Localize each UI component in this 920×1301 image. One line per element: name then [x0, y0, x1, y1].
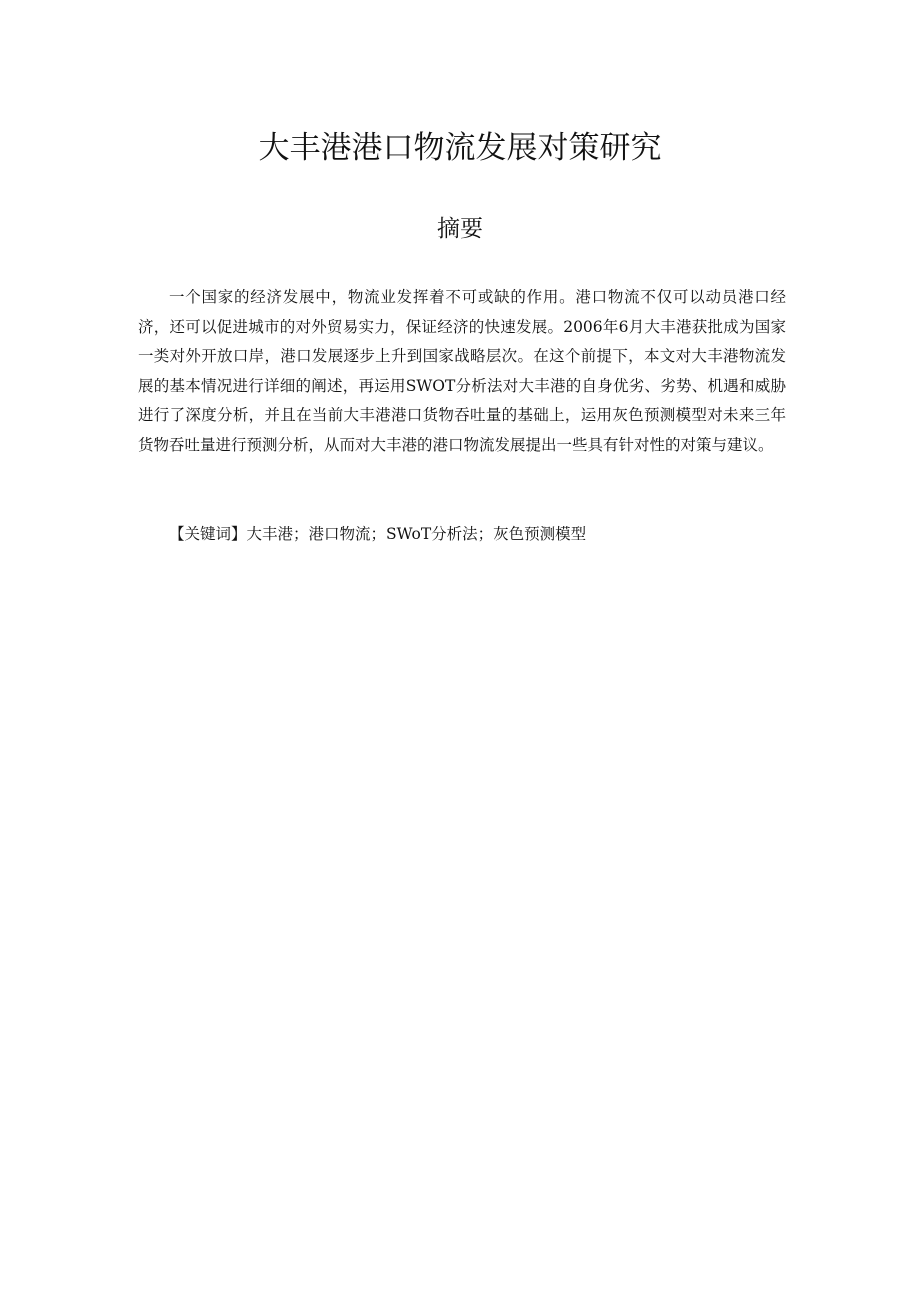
paper-title: 大丰港港口物流发展对策研究	[258, 130, 662, 166]
abstract-paragraph: 一个国家的经济发展中，物流业发挥着不可或缺的作用。港口物流不仅可以动员港口经济，还可以促进城市的对外贸易实力，保证经济的快速发展。2006年6月大丰港获批成为国家一类对外开放口岸，港口发展逐步上升到国家战略层次。在这个前提下，本文对大丰港物流发展的基本情况进行详细的阐述，再运用SWOT分析法对大丰港的自身优劣、劣势、机遇和威胁进行了深度分析，并且在当前大丰港港口货物吞吐量的基础上，运用灰色预测模型对未来三年货物吞吐量进行预测分析，从而对大丰港的港口物流发展提出一些具有针对性的对策与建议。	[138, 288, 786, 454]
abstract-heading: 摘要	[437, 216, 483, 242]
keywords-line: 【关键词】大丰港；港口物流；SWoT分析法；灰色预测模型	[169, 525, 587, 543]
